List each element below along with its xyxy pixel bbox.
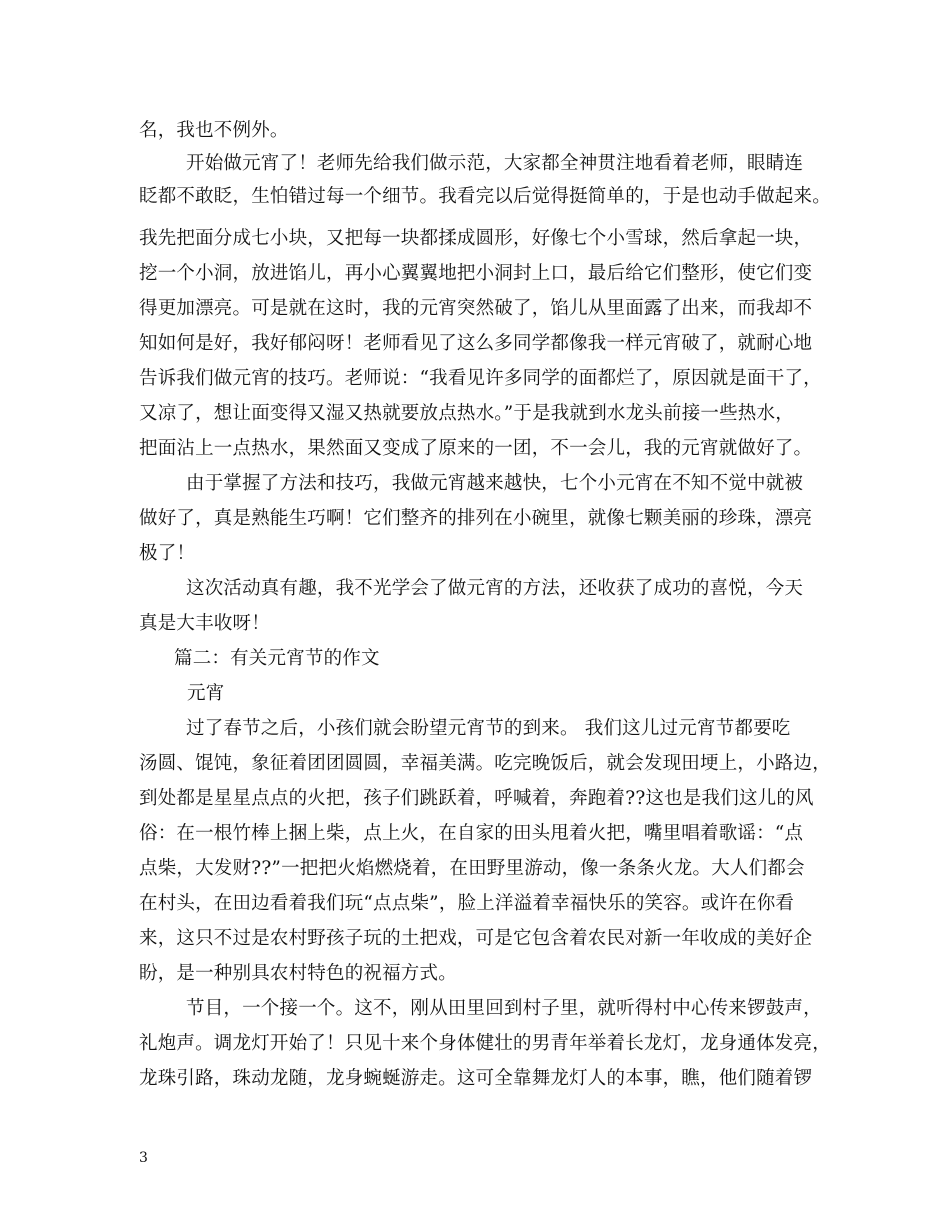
text-line: 过了春节之后，小孩们就会盼望元宵节的到来。 我们这儿过元宵节都要吃 [186, 718, 791, 739]
text-line: 把面沾上一点热水，果然面又变成了原来的一团，不一会儿，我的元宵就做好了。 [139, 438, 813, 459]
text-line: 节目，一个接一个。这不，刚从田里回到村子里，就听得村中心传来锣鼓声， [186, 998, 822, 1019]
text-line: 我先把面分成七小块，又把每一块都揉成圆形，好像七个小雪球，然后拿起一块， [139, 228, 813, 249]
text-line: 开始做元宵了！老师先给我们做示范，大家都全神贯注地看着老师，眼睛连 [186, 153, 804, 174]
text-line: 挖一个小洞，放进馅儿，再小心翼翼地把小洞封上口，最后给它们整形，使它们变 [139, 263, 813, 284]
text-line: 告诉我们做元宵的技巧。老师说：“我看见许多同学的面都烂了，原因就是面干了， [139, 368, 822, 389]
text-line: 由于掌握了方法和技巧，我做元宵越来越快，七个小元宵在不知不觉中就被 [186, 473, 804, 494]
text-line: 得更加漂亮。可是就在这时，我的元宵突然破了，馅儿从里面露了出来，而我却不 [139, 298, 813, 319]
text-line: 做好了，真是熟能生巧啊！它们整齐的排列在小碗里，就像七颗美丽的珍珠，漂亮 [139, 508, 813, 529]
page-number: 3 [139, 1150, 148, 1166]
text-line: 到处都是星星点点的火把，孩子们跳跃着，呼喊着，奔跑着??这也是我们这儿的风 [139, 788, 814, 809]
text-line: 在村头，在田边看着我们玩“点点柴”，脸上洋溢着幸福快乐的笑容。或许在你看 [139, 893, 795, 914]
text-line: 真是大丰收呀！ [139, 613, 270, 634]
text-line: 来，这只不过是农村野孩子玩的土把戏，可是它包含着农民对新一年收成的美好企 [139, 928, 813, 949]
text-line: 名，我也不例外。 [139, 120, 289, 141]
text-line: 俗：在一根竹棒上捆上柴，点上火，在自家的田头甩着火把，嘴里唱着歌谣：“点 [139, 823, 804, 844]
text-line: 龙珠引路，珠动龙随，龙身蜿蜒游走。这可全靠舞龙灯人的本事，瞧，他们随着锣 [139, 1068, 813, 1089]
text-line: 极了！ [139, 543, 196, 564]
text-line: 这次活动真有趣，我不光学会了做元宵的方法，还收获了成功的喜悦，今天 [186, 578, 804, 599]
text-line: 点柴，大发财??”一把把火焰燃烧着，在田野里游动，像一条条火龙。大人们都会 [139, 858, 805, 879]
text-line: 眨都不敢眨，生怕错过每一个细节。我看完以后觉得挺简单的，于是也动手做起来。 [139, 186, 831, 207]
essay-title: 元宵 [187, 683, 225, 704]
text-line: 礼炮声。调龙灯开始了！只见十来个身体健壮的男青年举着长龙灯，龙身通体发亮， [139, 1033, 831, 1054]
text-line: 汤圆、馄饨，象征着团团圆圆，幸福美满。吃完晚饭后，就会发现田埂上，小路边， [139, 753, 831, 774]
section-heading: 篇二：有关元宵节的作文 [174, 648, 380, 669]
text-line: 又凉了，想让面变得又湿又热就要放点热水。”于是我就到水龙头前接一些热水， [139, 403, 794, 424]
text-line: 盼，是一种别具农村特色的祝福方式。 [139, 963, 457, 984]
text-line: 知如何是好，我好郁闷呀！老师看见了这么多同学都像我一样元宵破了，就耐心地 [139, 333, 813, 354]
